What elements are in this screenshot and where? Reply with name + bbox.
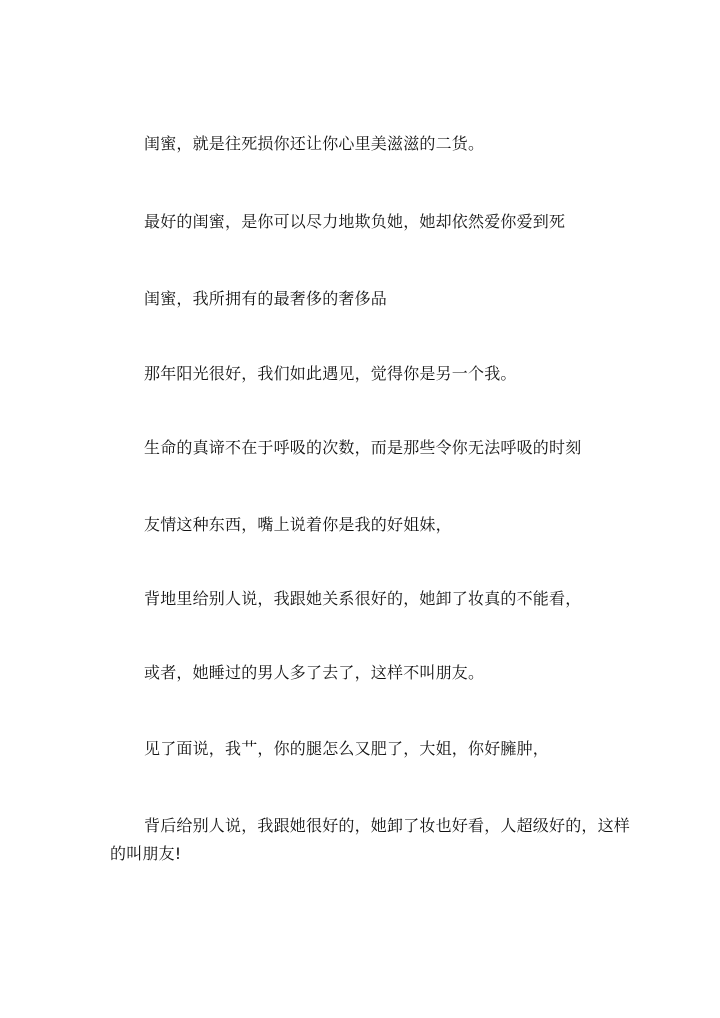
paragraph-7: 背地里给别人说，我跟她关系很好的，她卸了妆真的不能看， (144, 589, 582, 608)
paragraph-9: 见了面说，我艹，你的腿怎么又肥了，大姐，你好臃肿， (144, 739, 550, 758)
paragraph-6: 友情这种东西，嘴上说着你是我的好姐妹， (144, 515, 452, 534)
paragraph-1: 闺蜜，就是往死损你还让你心里美滋滋的二货。 (144, 134, 485, 153)
paragraph-2: 最好的闺蜜，是你可以尽力地欺负她，她却依然爱你爱到死 (144, 212, 566, 231)
paragraph-10: 背后给别人说，我跟她很好的，她卸了妆也好看，人超级好的，这样的叫朋友! (110, 816, 631, 863)
paragraph-4: 那年阳光很好，我们如此遇见，觉得你是另一个我。 (144, 364, 517, 383)
paragraph-8: 或者，她睡过的男人多了去了，这样不叫朋友。 (144, 663, 485, 682)
paragraph-3: 闺蜜，我所拥有的最奢侈的奢侈品 (144, 289, 388, 308)
paragraph-5: 生命的真谛不在于呼吸的次数，而是那些令你无法呼吸的时刻 (144, 438, 582, 457)
